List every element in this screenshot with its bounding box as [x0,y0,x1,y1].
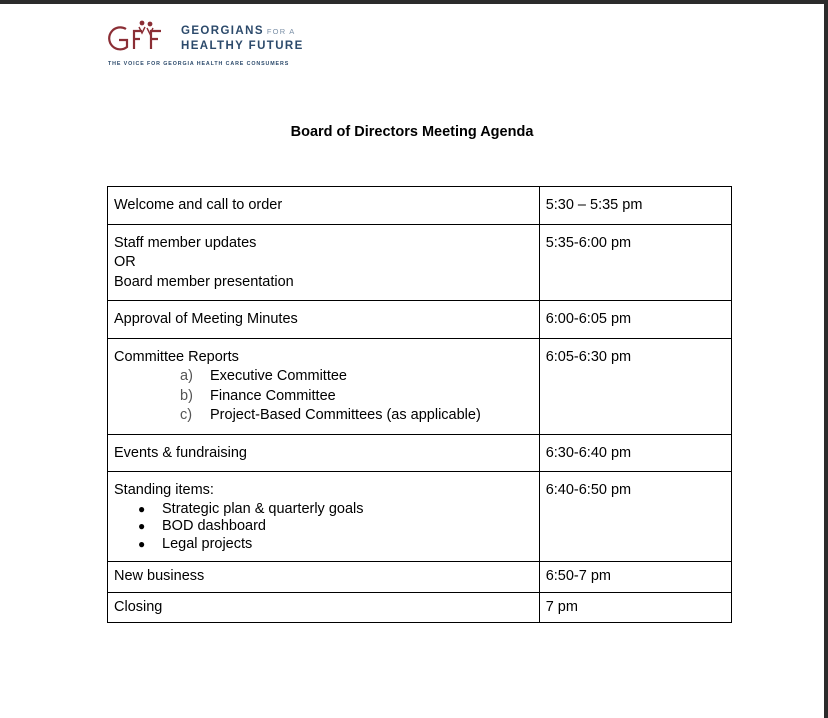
lettered-list-item [114,387,533,407]
agenda-time-cell: 6:30-6:40 pm [539,434,731,472]
bullet-list-item [114,501,533,519]
agenda-item-cell [108,224,540,301]
agenda-item-cell [108,301,540,339]
list-item-text: Finance Committee [210,387,336,404]
agenda-item-cell [108,338,540,434]
agenda-item-text: Events & fundraising [114,444,247,461]
agenda-item-cell [108,187,540,225]
table-row [108,301,732,339]
agenda-item-text: Welcome and call to order [114,197,283,213]
agenda-item-text: Board member presentation [114,273,294,290]
gff-monogram-icon [106,19,176,59]
bullet-list-item [114,518,533,536]
agenda-time-cell: 5:30 – 5:35 pm [539,187,731,225]
agenda-item-text: New business [114,568,205,584]
organization-logo [106,19,321,75]
list-letter: a) [180,368,193,384]
list-item-text: Strategic plan & quarterly goals [162,500,364,517]
list-item-text: Executive Committee [210,368,347,384]
list-item-text: BOD dashboard [162,518,266,534]
agenda-time-cell: 7 pm [539,592,731,623]
agenda-item-text: Closing [114,598,163,615]
agenda-item-cell [108,592,540,623]
agenda-item-text: Standing items: [114,482,214,498]
table-row [108,187,732,225]
agenda-time-cell: 6:05-6:30 pm [539,338,731,434]
agenda-time-cell: 6:50-7 pm [539,562,731,593]
agenda-item-text: OR [114,254,136,270]
bullet-icon: ● [138,501,146,516]
logo-name-line2: HEALTHY FUTURE [181,40,304,52]
agenda-item-text: Committee Reports [114,348,239,365]
document-page [0,4,824,718]
agenda-item-text: Staff member updates [114,234,257,251]
agenda-item-cell [108,472,540,562]
agenda-time-cell: 5:35-6:00 pm [539,224,731,301]
agenda-item-cell [108,434,540,472]
lettered-list-item [114,367,533,387]
agenda-item-text: Approval of Meeting Minutes [114,311,298,327]
agenda-table [107,186,732,623]
table-row [108,592,732,623]
page-title: Board of Directors Meeting Agenda [290,124,534,140]
list-letter: c) [180,407,193,423]
agenda-time-cell: 6:40-6:50 pm [539,472,731,562]
agenda-item-cell [108,562,540,593]
table-row [108,224,732,301]
agenda-time-cell: 6:00-6:05 pm [539,301,731,339]
table-row [108,338,732,434]
logo-for-a: FOR A [266,27,296,36]
bullet-list-item [114,536,533,554]
list-letter: b) [180,387,193,404]
table-row [108,434,732,472]
logo-tagline: THE VOICE FOR GEORGIA HEALTH CARE CONSUMERS [108,61,290,67]
list-item-text: Legal projects [162,535,253,552]
list-item-text: Project-Based Committees (as applicable) [210,407,481,423]
table-row [108,472,732,562]
bullet-icon: ● [138,536,146,551]
bullet-icon: ● [138,519,146,533]
table-row [108,562,732,593]
lettered-list-item [114,406,533,426]
logo-name-line1: GEORGIANS FOR A [181,25,296,37]
